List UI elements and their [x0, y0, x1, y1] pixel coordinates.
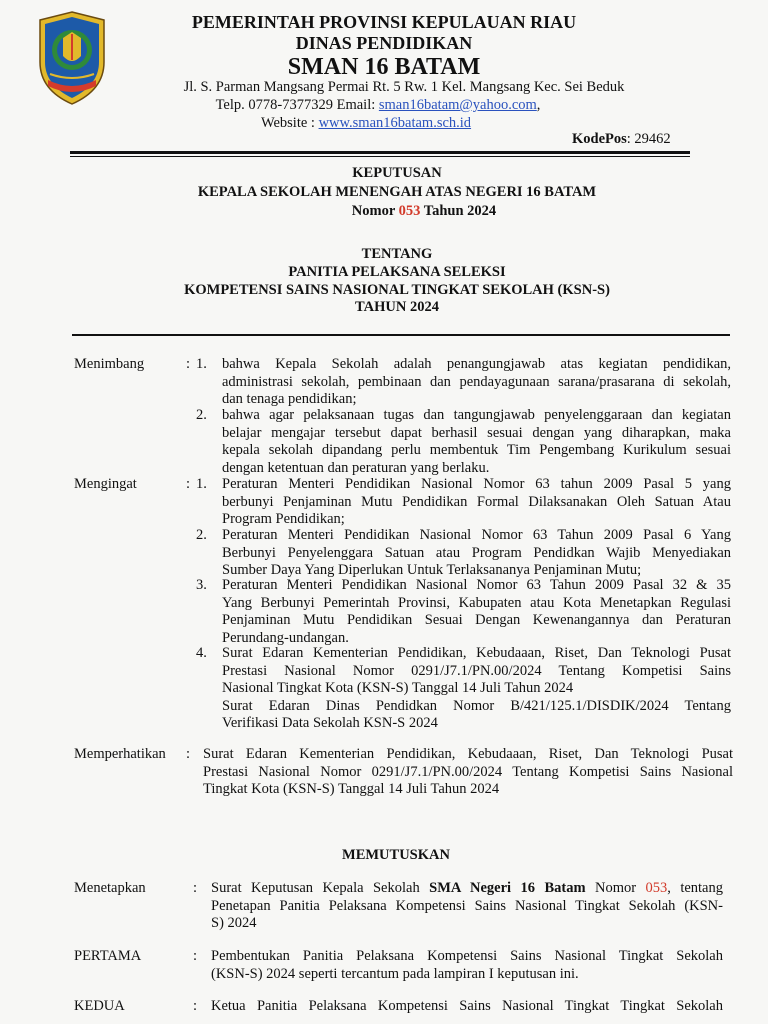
memutuskan-heading: MEMUTUSKAN [342, 847, 450, 863]
mengingat-colon: : [186, 476, 191, 492]
text-line: berbunyi Penjaminan Mutu Pendidikan Formal Dilaksanakan Oleh Satuan Atau [222, 493, 731, 510]
text-line: bahwa Kepala Sekolah adalah penangungjawab atas kegiatan pendidikan, [222, 356, 731, 372]
contact-line [0, 97, 762, 114]
decree-number-value: 053 [398, 203, 421, 219]
postal-code [572, 131, 671, 148]
text-line: Peraturan Menteri Pendidikan Nasional Nomor 63 Tahun 2009 Pasal 32 & 35 [222, 577, 731, 593]
text-line: Perundang-undangan. [222, 629, 349, 646]
mengingat-label: Mengingat [74, 476, 137, 492]
memperhatikan-label: Memperhatikan [74, 746, 166, 762]
menimbang-item-1 [222, 356, 731, 409]
text-line: Peraturan Menteri Pendidikan Nasional Nomor 63 Tahun 2009 Pasal 6 Yang [222, 527, 731, 543]
text-line: Verifikasi Data Sekolah KSN-S 2024 [222, 715, 438, 731]
menimbang-item-1-number: 1. [196, 356, 207, 372]
menimbang-item-2 [222, 407, 731, 477]
mengingat-item-4-number: 4. [196, 645, 207, 661]
text-line: belajar mengajar tersebut dapat berhasil sesuai dengan yang diharapkan, maka [222, 424, 731, 441]
phone-suffix: , [536, 97, 541, 113]
kedua-label: KEDUA [74, 998, 125, 1014]
menimbang-item-2-number: 2. [196, 407, 207, 423]
text-line [211, 880, 723, 898]
website-line [0, 115, 750, 132]
mengingat-item-3 [222, 577, 731, 647]
subject-line-1: PANITIA PELAKSANA SELEKSI [288, 264, 506, 280]
pertama-text [211, 948, 723, 983]
kedua-colon: : [193, 998, 198, 1014]
text-line: Yang Berbunyi Pemerintah Provinsi, Kabupaten atau Kota Menetapkan Regulasi [222, 594, 731, 611]
menetapkan-text [211, 880, 723, 933]
school-name: SMAN 16 BATAM [287, 54, 481, 80]
mengingat-item-1 [222, 476, 731, 529]
text-line: Program Pendidikan; [222, 511, 345, 527]
menimbang-colon: : [186, 356, 191, 372]
mengingat-item-2 [222, 527, 731, 580]
postal-code-value: : 29462 [626, 131, 671, 147]
decree-number-suffix: Tahun 2024 [420, 203, 497, 219]
menetapkan-part: , tentang [667, 880, 723, 896]
subject-line-3: TAHUN 2024 [355, 299, 439, 315]
tentang-heading: TENTANG [361, 246, 433, 262]
memperhatikan-text [203, 746, 733, 799]
text-line: dengan ketentuan dan peraturan yang berlaku. [222, 459, 490, 476]
subject-line-2: KOMPETENSI SAINS NASIONAL TINGKAT SEKOLAH (KSN-S) [184, 282, 610, 298]
text-line: dan tenaga pendidikan; [222, 391, 357, 407]
text-line: (KSN-S) 2024 seperti tercantum pada lampiran I keputusan ini. [211, 965, 579, 982]
menetapkan-part: Nomor [585, 880, 646, 896]
text-line: Pembentukan Panitia Pelaksana Kompetensi Sains Nasional Tingkat Sekolah [211, 948, 723, 964]
text-line: Sumber Daya Yang Diperlukan Untuk Terlaksananya Penjaminan Mutu; [222, 562, 642, 578]
text-line: Penjaminan Mutu Pendidikan Sesuai Dengan Kewenangannya dan Peraturan [222, 612, 731, 628]
text-line: Prestasi Nasional Nomor 0291/J7.1/PN.00/2024 Tentang Kompetisi Sains Nasional [203, 763, 733, 780]
pertama-colon: : [193, 948, 198, 964]
text-line: Berbunyi Penyelenggara Satuan atau Program Pendidkan Wajib Menyediakan [222, 544, 731, 561]
text-line: administrasi sekolah, pembinaan dan pendayagunaan sarana/prasarana di sekolah, [222, 373, 731, 390]
pertama-label: PERTAMA [74, 948, 142, 964]
text-line: kepala sekolah dipandang perlu membentuk Tim Pengembang Kurikulum sesuai [222, 442, 731, 458]
website-label: Website : [260, 115, 319, 131]
menimbang-label: Menimbang [74, 356, 145, 372]
menetapkan-colon: : [193, 880, 198, 896]
letterhead-divider-thin [70, 156, 690, 157]
text-line: Surat Edaran Kementerian Pendidikan, Kebudaaan, Riset, Dan Teknologi Pusat [203, 746, 733, 762]
mengingat-item-1-number: 1. [196, 476, 207, 492]
school-address: Jl. S. Parman Mangsang Permai Rt. 5 Rw. 1 Kel. Mangsang Kec. Sei Beduk [183, 79, 625, 95]
memperhatikan-colon: : [186, 746, 191, 762]
decree-issuer: KEPALA SEKOLAH MENENGAH ATAS NEGERI 16 BATAM [197, 184, 597, 200]
text-line: bahwa agar pelaksanaan tugas dan tangungjawab penyelenggaraan dan kegiatan [222, 407, 731, 423]
mengingat-item-3-number: 3. [196, 577, 207, 593]
mengingat-item-4 [222, 645, 731, 733]
text-line: Penetapan Panitia Pelaksana Kompetensi Sains Nasional Tingkat Sekolah (KSN- [211, 897, 723, 914]
menetapkan-part: Surat Keputusan Kepala Sekolah [211, 880, 430, 896]
text-line: Tingkat Kota (KSN-S) Tanggal 14 Juli Tahun 2024 [203, 781, 500, 797]
decree-number-inline: 053 [645, 880, 668, 896]
text-line: Peraturan Menteri Pendidikan Nasional Nomor 63 tahun 2009 Pasal 5 yang [222, 476, 731, 492]
text-line: Nasional Tingkat Kota (KSN-S) Tanggal 14 Juli Tahun 2024 [222, 680, 574, 696]
decree-number-prefix: Nomor [351, 203, 399, 219]
decree-number [40, 203, 768, 220]
text-line: Prestasi Nasional Nomor 0291/J7.1/PN.00/2024 Tentang Kompetisi Sains [222, 662, 731, 679]
text-line: Surat Edaran Dinas Pendidkan Nomor B/421/125.1/DISDIK/2024 Tentang [222, 697, 731, 714]
text-line: S) 2024 [211, 915, 257, 931]
mengingat-item-2-number: 2. [196, 527, 207, 543]
title-divider [72, 334, 730, 336]
school-name-inline: SMA Negeri 16 Batam [429, 880, 586, 896]
decree-title: KEPUTUSAN [352, 165, 442, 181]
text-line: Surat Edaran Kementerian Pendidikan, Kebudaaan, Riset, Dan Teknologi Pusat [222, 645, 731, 661]
text-line: Ketua Panitia Pelaksana Kompetensi Sains Nasional Tingkat Tingkat Sekolah [211, 998, 723, 1014]
phone-text: Telp. 0778-7377329 Email: [215, 97, 379, 113]
website-link[interactable]: www.sman16batam.sch.id [318, 115, 472, 131]
letterhead-divider-thick [70, 151, 690, 154]
government-name: PEMERINTAH PROVINSI KEPULAUAN RIAU [191, 12, 577, 32]
email-link[interactable]: sman16batam@yahoo.com [378, 97, 537, 113]
kedua-text [211, 998, 723, 1016]
menetapkan-label: Menetapkan [74, 880, 146, 896]
postal-code-label: KodePos [572, 131, 627, 147]
department-name: DINAS PENDIDIKAN [295, 33, 473, 53]
